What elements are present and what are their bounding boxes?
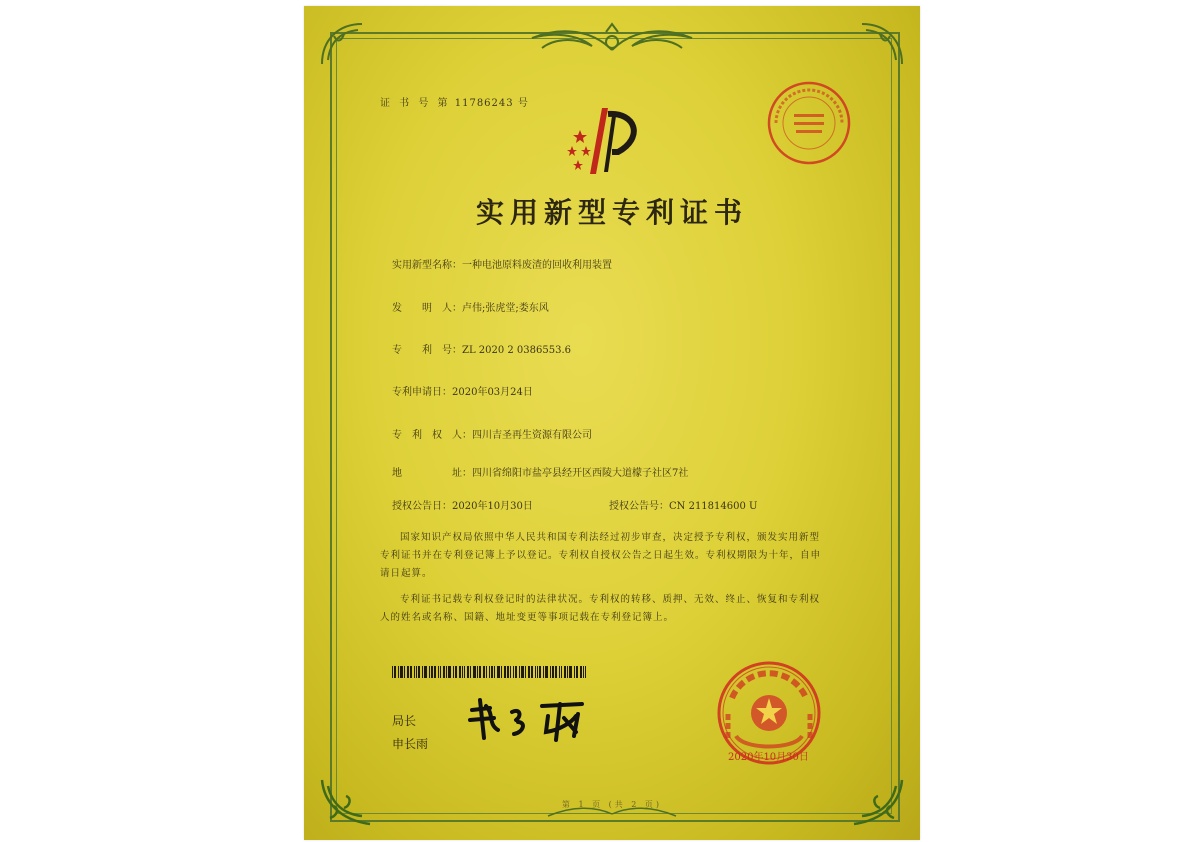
serial-label: 证 书 号 第 [380,98,451,109]
field-value: 四川吉圣再生资源有限公司 [472,430,592,441]
serial-suffix: 号 [517,98,529,109]
field-value: 一种电池原料废渣的回收利用装置 [462,260,612,271]
grant-statement: 国家知识产权局依照中华人民共和国专利法经过初步审查，决定授予专利权，颁发实用新型专利证书并在专利登记簿上予以登记。专利权自授权公告之日起生效。专利权期限为十年，自申请日起算。 [380,532,822,579]
director-title: 局长 [392,714,417,728]
certificate-title: 实用新型专利证书 [475,196,748,229]
field-patent-number [392,341,571,356]
field-address [392,464,688,479]
signature-icon [464,686,614,748]
patent-logo-icon [562,102,652,180]
field-label: 授权公告日： [392,501,452,512]
field-label: 地 址： [392,468,472,479]
official-seal-icon [764,78,854,168]
field-publication-date [392,497,533,512]
field-value: 2020年10月30日 [452,501,533,512]
field-value: ZL 2020 2 0386553.6 [462,345,572,356]
field-value: CN 211814600 U [669,501,758,512]
field-inventor [392,299,549,314]
star-icon [567,130,591,170]
patent-certificate [304,6,920,840]
field-label: 专利申请日： [392,387,452,398]
top-ornament-icon [522,20,702,56]
field-value: 四川省绵阳市盐亭县经开区西陵大道檬子社区7社 [472,468,689,479]
field-value: 卢伟;张虎堂;娄东风 [462,303,549,314]
field-label: 专 利 权 人： [392,430,472,441]
field-publication-number [609,497,757,512]
director-name: 申长雨 [392,737,429,751]
field-filing-date [392,383,533,398]
field-patentee [392,426,592,441]
seal-date: 2020年10月30日 [728,752,809,763]
corner-ornament-icon [318,20,366,68]
legal-status-statement: 专利证书记载专利权登记时的法律状况。专利权的转移、质押、无效、终止、恢复和专利权人的姓名或名称、国籍、地址变更等事项记载在专利登记簿上。 [380,594,821,623]
field-value: 2020年03月24日 [452,387,533,398]
certificate-serial [380,94,529,109]
serial-number: 11786243 [454,98,514,109]
page-number: 第 1 页 (共 2 页) [561,800,663,809]
field-label: 授权公告号： [609,501,669,512]
field-label: 专 利 号： [392,345,462,356]
field-utility-name [392,256,612,271]
field-label: 发 明 人： [392,303,462,314]
barcode-icon [392,666,588,678]
field-label: 实用新型名称： [392,260,462,271]
corner-ornament-icon [858,20,906,68]
